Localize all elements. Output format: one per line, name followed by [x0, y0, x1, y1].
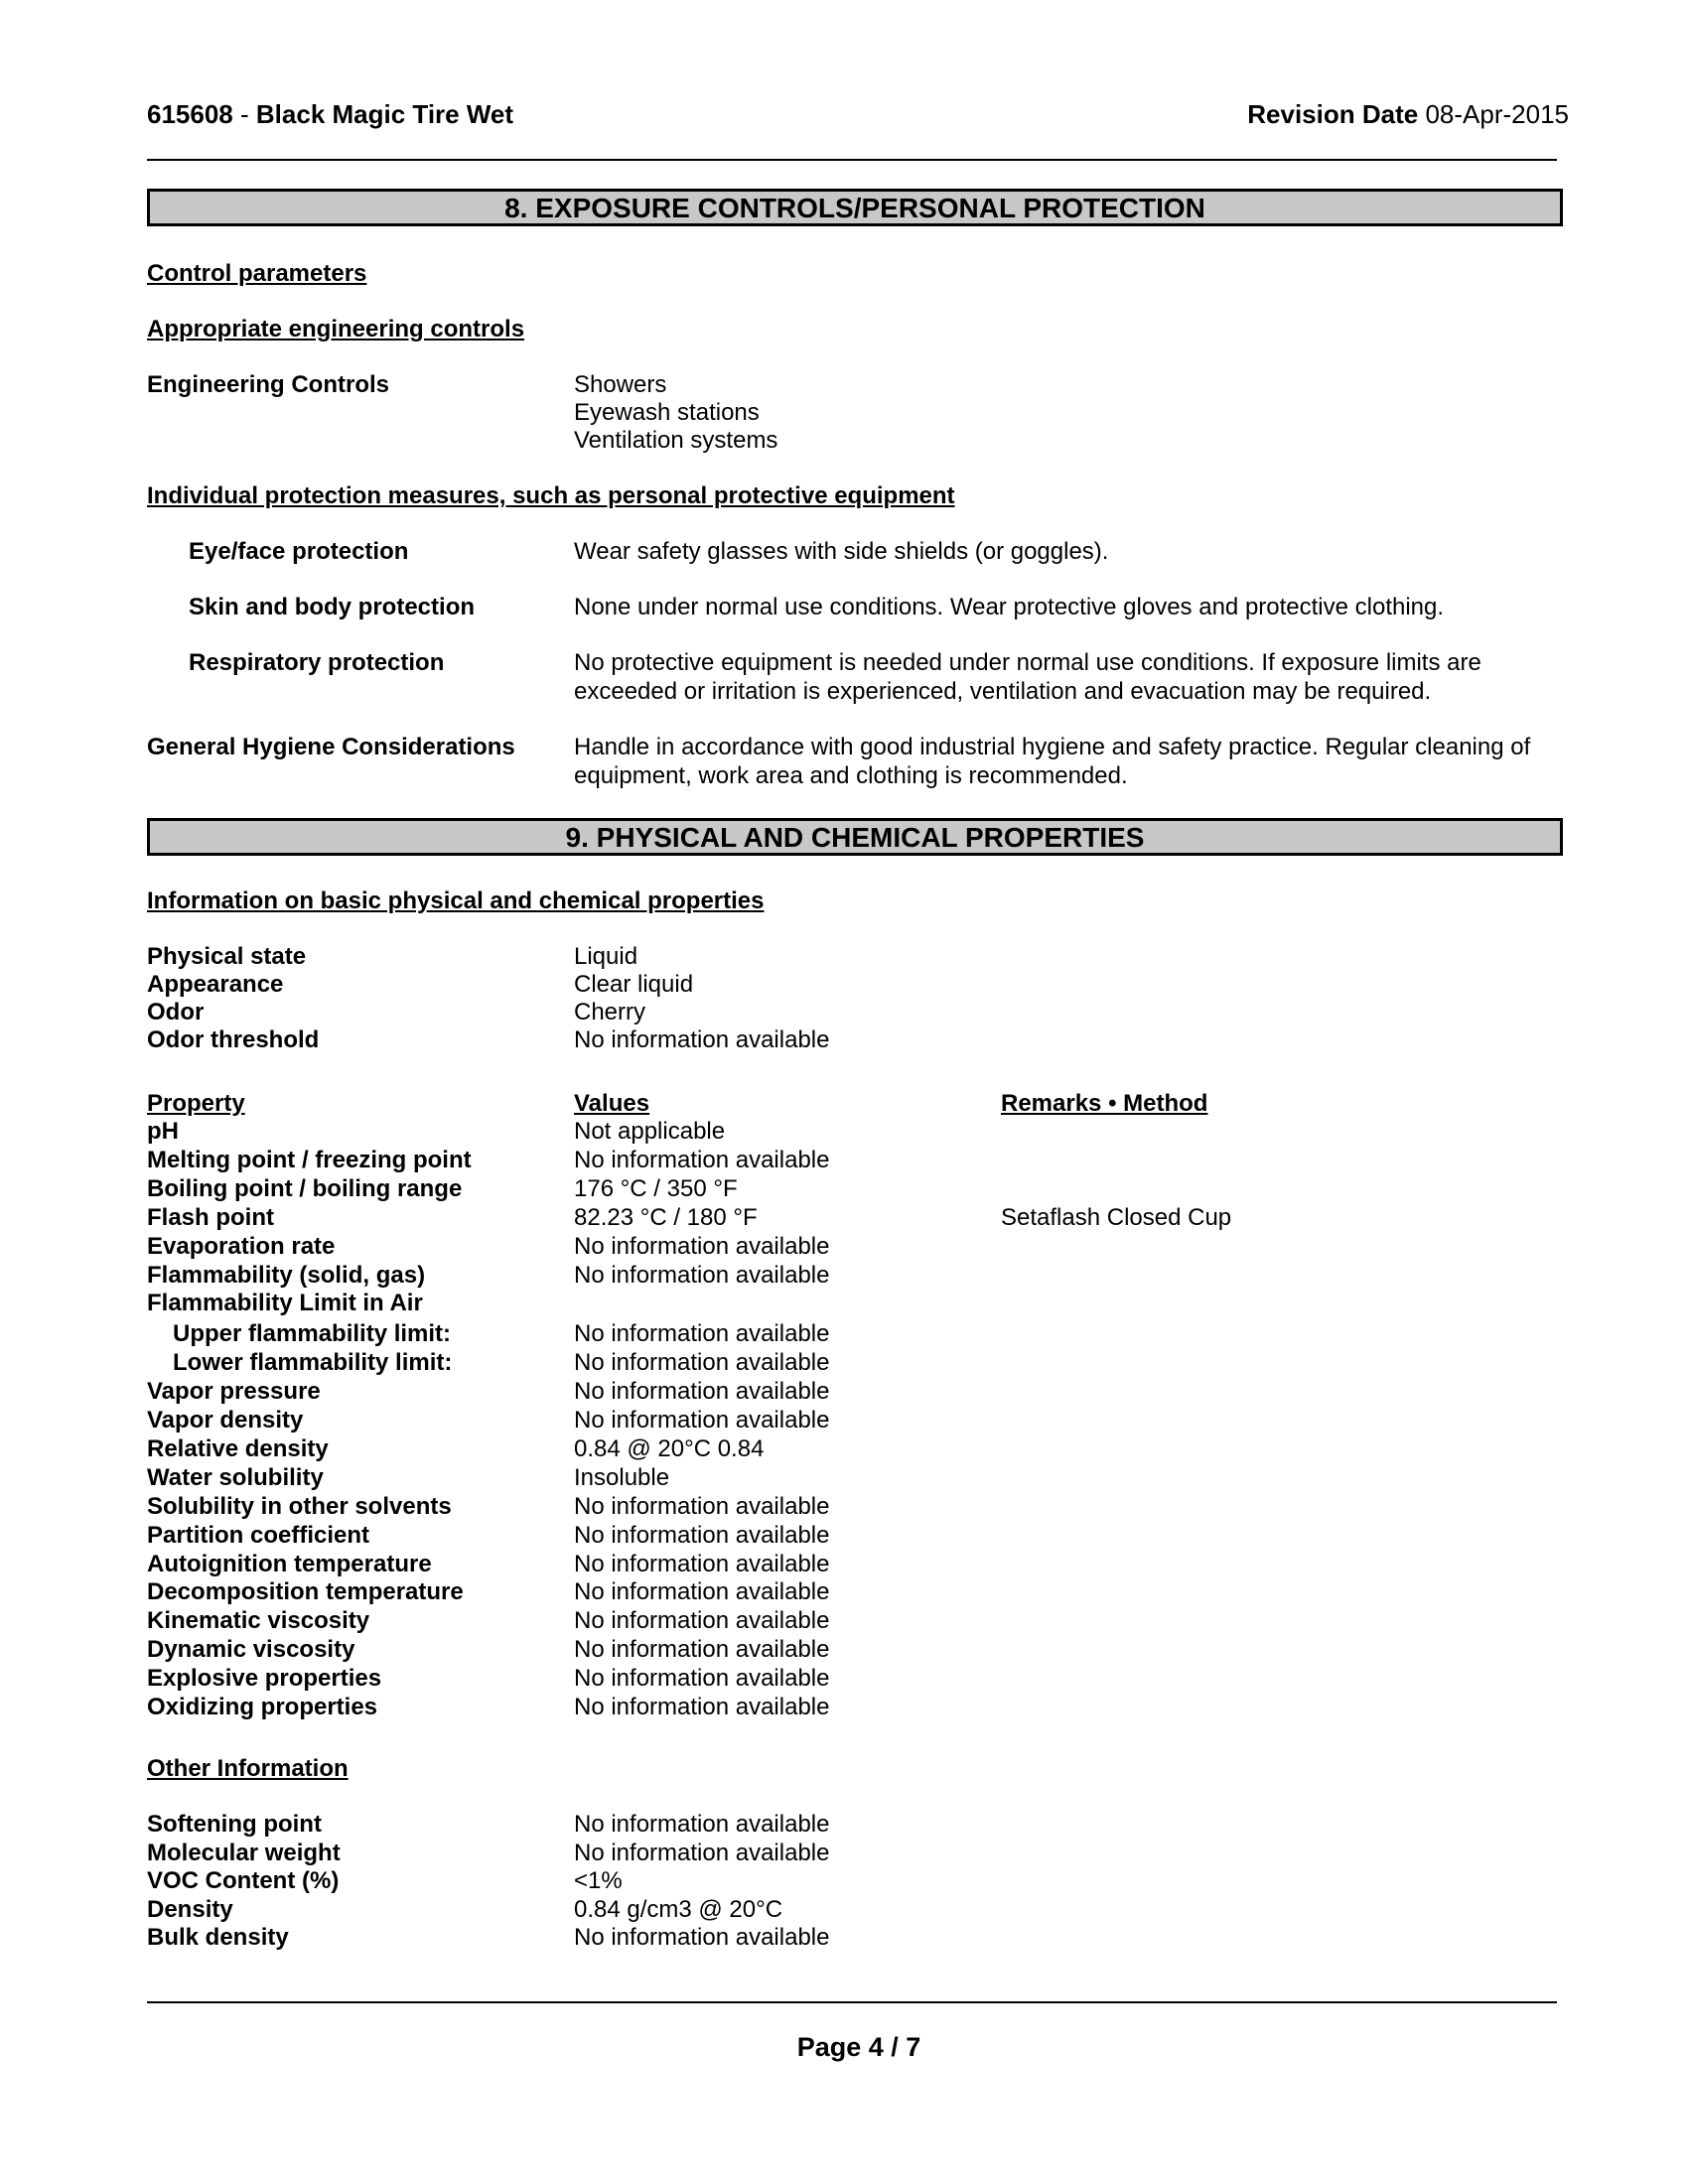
footer-divider [147, 2001, 1557, 2003]
section-8-title: 8. EXPOSURE CONTROLS/PERSONAL PROTECTION [147, 189, 1563, 226]
property-label: Appearance [147, 971, 284, 998]
property-label: Oxidizing properties [147, 1694, 378, 1720]
property-label: Odor threshold [147, 1026, 320, 1053]
property-value: No information available [574, 1578, 830, 1605]
header-separator: - [240, 99, 249, 129]
property-label: Lower flammability limit: [173, 1349, 453, 1376]
other-information-heading: Other Information [147, 1755, 349, 1782]
property-value: No information available [574, 1607, 830, 1634]
respiratory-protection-label: Respiratory protection [189, 649, 445, 676]
property-label: Softening point [147, 1811, 322, 1838]
property-label: Vapor pressure [147, 1378, 321, 1405]
property-value: No information available [574, 1493, 830, 1520]
property-value: No information available [574, 1349, 830, 1376]
individual-protection-heading: Individual protection measures, such as personal protective equipment [147, 482, 955, 509]
engineering-control-item: Showers [574, 371, 667, 398]
revision-label: Revision Date [1247, 99, 1419, 129]
property-label: Kinematic viscosity [147, 1607, 370, 1634]
remarks-column-header: Remarks • Method [1001, 1090, 1208, 1117]
property-label: Decomposition temperature [147, 1578, 464, 1605]
respiratory-protection-value: No protective equipment is needed under normal use conditions. If exposure limits are exceeded or irritation is experienced, ventilation and evacuation may be required. [574, 649, 1481, 705]
property-value: No information available [574, 1407, 830, 1433]
engineering-control-item: Eyewash stations [574, 399, 760, 426]
engineering-control-item: Ventilation systems [574, 427, 778, 454]
hygiene-label: General Hygiene Considerations [147, 734, 515, 760]
engineering-controls-label: Engineering Controls [147, 371, 390, 398]
engineering-controls-heading: Appropriate engineering controls [147, 316, 525, 342]
property-label: Physical state [147, 943, 307, 970]
property-remark: Setaflash Closed Cup [1001, 1204, 1232, 1231]
property-label: Flammability (solid, gas) [147, 1262, 426, 1289]
property-value: 0.84 g/cm3 @ 20°C [574, 1895, 783, 1923]
property-value: No information available [574, 1147, 830, 1173]
property-label: Bulk density [147, 1924, 289, 1951]
property-value: No information available [574, 1665, 830, 1692]
revision-date: 08-Apr-2015 [1425, 99, 1569, 129]
property-label: VOC Content (%) [147, 1867, 340, 1894]
property-value: No information available [574, 1551, 830, 1577]
values-column-header: Values [574, 1090, 650, 1117]
property-label: Evaporation rate [147, 1233, 336, 1260]
property-value: Cherry [574, 999, 646, 1025]
property-label: Partition coefficient [147, 1522, 370, 1549]
property-label: Melting point / freezing point [147, 1147, 472, 1173]
header-divider [147, 159, 1557, 161]
property-label: Explosive properties [147, 1665, 382, 1692]
product-name: Black Magic Tire Wet [255, 99, 514, 129]
property-value: No information available [574, 1694, 830, 1720]
property-label: Autoignition temperature [147, 1551, 432, 1577]
property-value: No information available [574, 1233, 830, 1260]
section-9-title: 9. PHYSICAL AND CHEMICAL PROPERTIES [147, 818, 1563, 856]
property-value: No information available [574, 1924, 830, 1951]
property-value: No information available [574, 1262, 830, 1289]
property-label: Relative density [147, 1435, 329, 1462]
property-label: Upper flammability limit: [173, 1320, 452, 1347]
property-value: No information available [574, 1839, 830, 1866]
property-value: <1% [574, 1867, 623, 1894]
property-label: Flash point [147, 1204, 274, 1231]
property-label: Molecular weight [147, 1839, 341, 1866]
property-column-header: Property [147, 1090, 245, 1117]
page-number: Page 4 / 7 [796, 2032, 921, 2062]
property-value: No information available [574, 1320, 830, 1347]
property-value: 82.23 °C / 180 °F [574, 1204, 758, 1231]
property-value: 0.84 @ 20°C 0.84 [574, 1435, 765, 1462]
skin-protection-value: None under normal use conditions. Wear protective gloves and protective clothing. [574, 594, 1445, 620]
skin-protection-label: Skin and body protection [189, 594, 476, 620]
property-value: 176 °C / 350 °F [574, 1175, 738, 1202]
control-parameters-heading: Control parameters [147, 260, 367, 287]
property-value: No information available [574, 1378, 830, 1405]
property-label: Odor [147, 999, 205, 1025]
property-label: Solubility in other solvents [147, 1493, 452, 1520]
document-header-revision [1247, 100, 1569, 129]
product-code: 615608 [147, 99, 233, 129]
eye-protection-value: Wear safety glasses with side shields (or goggles). [574, 538, 1109, 565]
property-label: Dynamic viscosity [147, 1636, 355, 1663]
property-value: Not applicable [574, 1118, 726, 1145]
property-value: No information available [574, 1026, 830, 1053]
basic-properties-heading: Information on basic physical and chemical properties [147, 887, 765, 914]
property-label: Vapor density [147, 1407, 304, 1433]
property-value: Clear liquid [574, 971, 694, 998]
document-header-product [147, 100, 513, 129]
property-value: No information available [574, 1522, 830, 1549]
property-value: Insoluble [574, 1464, 670, 1491]
property-label: Flammability Limit in Air [147, 1290, 423, 1316]
property-label: Density [147, 1895, 233, 1923]
property-label: pH [147, 1118, 179, 1145]
property-value: No information available [574, 1636, 830, 1663]
property-label: Boiling point / boiling range [147, 1175, 463, 1202]
property-value: Liquid [574, 943, 638, 970]
property-value: No information available [574, 1811, 830, 1838]
hygiene-value: Handle in accordance with good industrial hygiene and safety practice. Regular cleaning of equipment, work area and clothing is recommended. [574, 734, 1531, 789]
eye-protection-label: Eye/face protection [189, 538, 409, 565]
property-label: Water solubility [147, 1464, 324, 1491]
